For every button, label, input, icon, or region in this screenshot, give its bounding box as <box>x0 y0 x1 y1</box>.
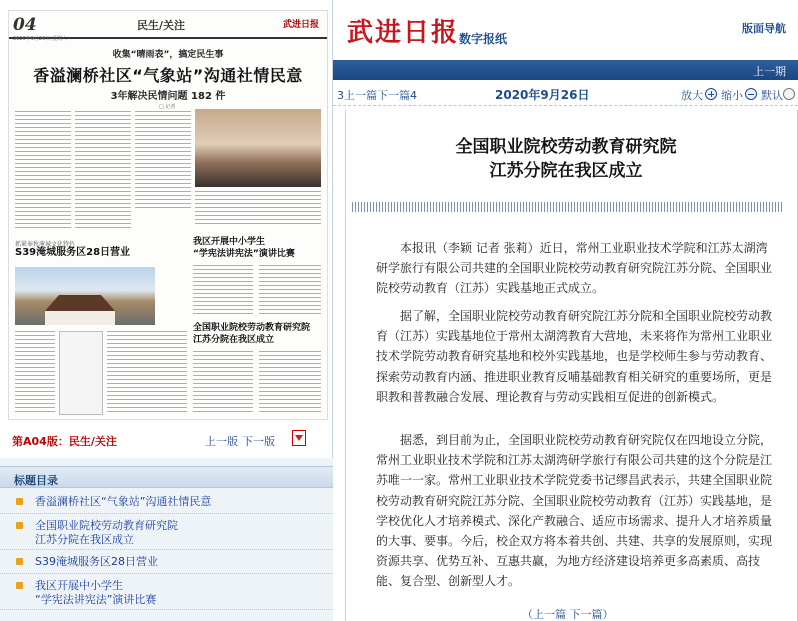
article-paragraph: 本报讯（李颖 记者 张莉）近日，常州工业职业技术学院和江苏太湖湾研学旅行有限公司共建的全国职业院校劳动教育研究院江苏分院、全国职业院校劳动教育（江苏）实践基地正式成立。 <box>376 241 773 296</box>
article-toolbar <box>333 82 798 106</box>
page-brand: 武进日报 <box>282 20 319 30</box>
title-list-heading: 标题目录 <box>14 474 58 487</box>
next-page-link[interactable]: 下一版 <box>242 435 275 448</box>
story-text-block <box>193 351 253 415</box>
toc-item[interactable] <box>0 554 333 574</box>
title-list <box>0 466 333 621</box>
toc-item-link[interactable]: 我区开展中小学生 “学宪法讲宪法”演讲比赛 <box>35 579 157 606</box>
bullet-icon <box>16 582 23 589</box>
issue-date: 2020年9月26日 <box>495 88 590 102</box>
story-text-block <box>107 331 187 415</box>
toc-item-link[interactable]: S39淹城服务区28日营业 <box>35 555 158 568</box>
page-navigation <box>8 430 328 450</box>
page-date: 2020年9月26日 星期六 <box>13 36 67 42</box>
substory1-callout <box>59 331 103 415</box>
article-title-line1: 全国职业院校劳动教育研究院 <box>455 137 677 157</box>
story-text-block <box>75 111 131 231</box>
bullet-icon <box>16 498 23 505</box>
site-subtitle: 数字报纸 <box>459 32 508 46</box>
prev-page-link[interactable]: 上一版 <box>205 435 238 448</box>
article-paragraph: 据悉，到目前为止，全国职业院校劳动教育研究院仅在四地设立分院，常州工业职业技术学院和江苏太湖湾研学旅行有限公司共建的这个分院是江苏唯一一家。常州工业职业技术学院党委书记缪昌武表示，共建全国职业院校劳动教育研究院江苏分院、全国职业院校劳动教育（江苏）实践基地，是学校优化人才培养模式、深化产教融合、适应市场需求、提升人才培养质量的大事、要事。今后，校企双方将本着共创、共建、共享的发展原则，实现资源共享、优势互补、互惠共赢，为地方经济建设培养更多高素质、高技能、复合型、创新型人才。 <box>376 433 773 589</box>
toc-item-link[interactable]: 香溢澜桥社区“气象站”沟通社情民意 <box>35 495 212 508</box>
article-bottom-nav[interactable]: （上一篇 下一篇） <box>522 608 614 621</box>
story-text-block <box>259 351 321 415</box>
toc-item-link[interactable]: 全国职业院校劳动教育研究院 江苏分院在我区成立 <box>35 519 178 546</box>
reset-zoom-button[interactable]: 默认 <box>761 89 783 102</box>
left-panel <box>0 0 333 621</box>
right-panel <box>333 0 798 621</box>
zoom-in-icon[interactable] <box>705 88 717 100</box>
story-text-block <box>15 111 71 231</box>
substory3-title-line1[interactable]: 全国职业院校劳动教育研究院 <box>193 323 311 333</box>
zoom-out-button[interactable]: 缩小 <box>721 89 743 102</box>
story-text-block <box>135 111 191 211</box>
site-logo[interactable]: 武进日报 <box>347 18 460 48</box>
story-text-block <box>193 265 253 315</box>
substory1-photo <box>15 267 155 325</box>
toc-item[interactable] <box>0 578 333 610</box>
toc-item[interactable] <box>0 494 333 514</box>
newspaper-page-image[interactable] <box>8 10 328 420</box>
site-header <box>333 0 798 60</box>
story-text-block <box>15 331 55 415</box>
story-text-block <box>195 191 321 225</box>
zoom-in-button[interactable]: 放大 <box>681 89 703 102</box>
title-divider <box>352 202 782 212</box>
building-wall <box>45 311 115 325</box>
zoom-out-icon[interactable] <box>745 88 757 100</box>
title-list-header <box>0 466 333 488</box>
blue-nav-bar <box>333 60 798 80</box>
article-body <box>345 110 798 621</box>
substory2-title-line1[interactable]: 我区开展中小学生 <box>193 237 266 247</box>
story-text-block <box>259 265 321 315</box>
next-article-link[interactable]: 下一篇4 <box>377 89 417 102</box>
substory2-title-line2[interactable]: “学宪法讲宪法”演讲比赛 <box>193 249 295 259</box>
layout-nav-link[interactable]: 版面导航 <box>742 22 786 35</box>
page-section: 民生/关注 <box>137 19 186 32</box>
article-title-line2: 江苏分院在我区成立 <box>489 161 643 181</box>
prev-article-link[interactable]: 3上一篇 <box>337 89 377 102</box>
reset-icon[interactable] <box>783 88 795 100</box>
story-subheadline: 3年解决民情问题 182 件 <box>110 91 226 102</box>
story-photo <box>195 109 321 187</box>
story-kicker: 收集“晴雨表”，搞定民生事 <box>112 50 224 60</box>
substory3-title-line2[interactable]: 江苏分院在我区成立 <box>193 335 275 345</box>
article-paragraph: 据了解，全国职业院校劳动教育研究院江苏分院和全国职业院校劳动教育（江苏）实践基地位于常州太湖湾教育大营地，未来将作为常州工业职业技术学院劳动教育研究基地和校外实践基地，也是学校师生参与劳动教育、探索劳动教育内涵、推进职业教育反哺基础教育相关研究的重要场所，更是职教和普教融合发展、理论教育与劳动实践相互促进的创新模式。 <box>376 309 773 404</box>
prev-issue-link[interactable]: 上一期 <box>753 65 786 78</box>
page-label: 第A04版：民生/关注 <box>12 435 117 448</box>
bullet-icon <box>16 558 23 565</box>
story-headline[interactable]: 香溢澜桥社区“气象站”沟通社情民意 <box>33 66 303 85</box>
bullet-icon <box>16 522 23 529</box>
newspaper-page-frame <box>0 0 333 458</box>
pdf-icon[interactable] <box>292 430 306 446</box>
toc-item[interactable] <box>0 518 333 550</box>
story-byline: □ 记者 <box>159 104 176 110</box>
substory1-title[interactable]: S39淹城服务区28日营业 <box>15 247 131 258</box>
building-roof <box>45 295 115 311</box>
page-number: 04 <box>13 15 37 35</box>
substory1-kicker: 抓紧奉秋淹城文化特色 <box>15 241 76 248</box>
